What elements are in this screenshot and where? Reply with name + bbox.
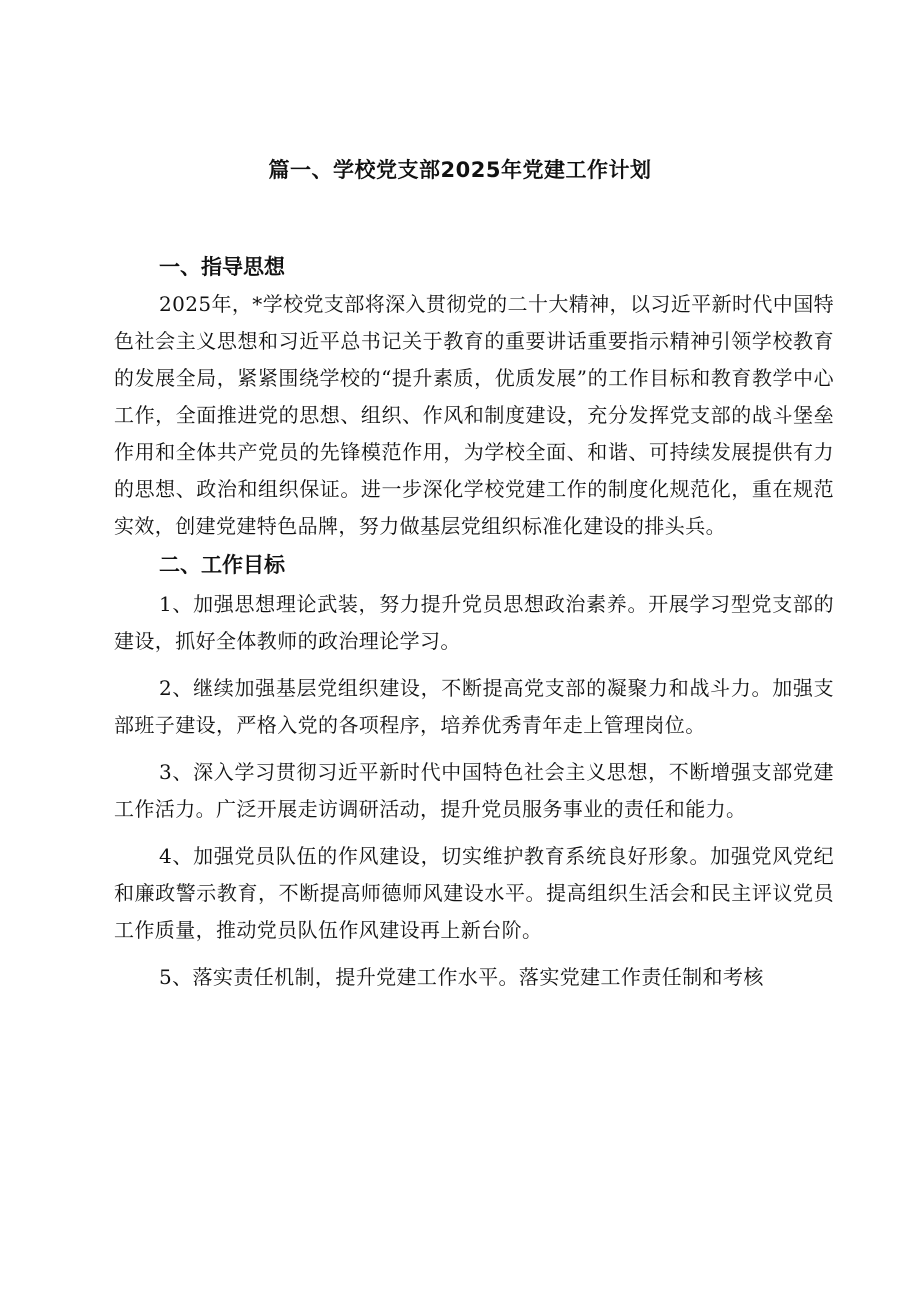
- paragraph-goal-1: 1、加强思想理论武装，努力提升党员思想政治素养。开展学习型党支部的建设，抓好全体教师的政治理论学习。: [114, 592, 834, 653]
- paragraph-goal-3: 3、深入学习贯彻习近平新时代中国特色社会主义思想，不断增强支部党建工作活力。广泛开展走访调研活动，提升党员服务事业的责任和能力。: [114, 760, 834, 821]
- section-heading-guiding-ideology: 一、指导思想: [159, 255, 285, 279]
- document-body: [114, 249, 834, 996]
- document-title: 篇一、学校党支部2025年党建工作计划: [268, 158, 652, 182]
- paragraph-goal-4: 4、加强党员队伍的作风建设，切实维护教育系统良好形象。加强党风党纪和廉政警示教育，不断提高师德师风建设水平。提高组织生活会和民主评议党员工作质量，推动党员队伍作风建设再上新台阶。: [114, 844, 834, 942]
- paragraph-guiding-ideology: 2025年，*学校党支部将深入贯彻党的二十大精神，以习近平新时代中国特色社会主义思想和习近平总书记关于教育的重要讲话重要指示精神引领学校教育的发展全局，紧紧围绕学校的“提升素质，优质发展”的工作目标和教育教学中心工作，全面推进党的思想、组织、作风和制度建设，充分发挥党支部的战斗堡垒作用和全体共产党员的先锋模范作用，为学校全面、和谐、可持续发展提供有力的思想、政治和组织保证。进一步深化学校党建工作的制度化规范化，重在规范实效，创建党建特色品牌，努力做基层党组织标准化建设的排头兵。: [114, 292, 834, 538]
- paragraph-goal-5: 5、落实责任机制，提升党建工作水平。落实党建工作责任制和考核: [159, 965, 764, 989]
- paragraph-goal-2: 2、继续加强基层党组织建设，不断提高党支部的凝聚力和战斗力。加强支部班子建设，严格入党的各项程序，培养优秀青年走上管理岗位。: [114, 676, 834, 737]
- section-heading-work-goals: 二、工作目标: [159, 553, 285, 577]
